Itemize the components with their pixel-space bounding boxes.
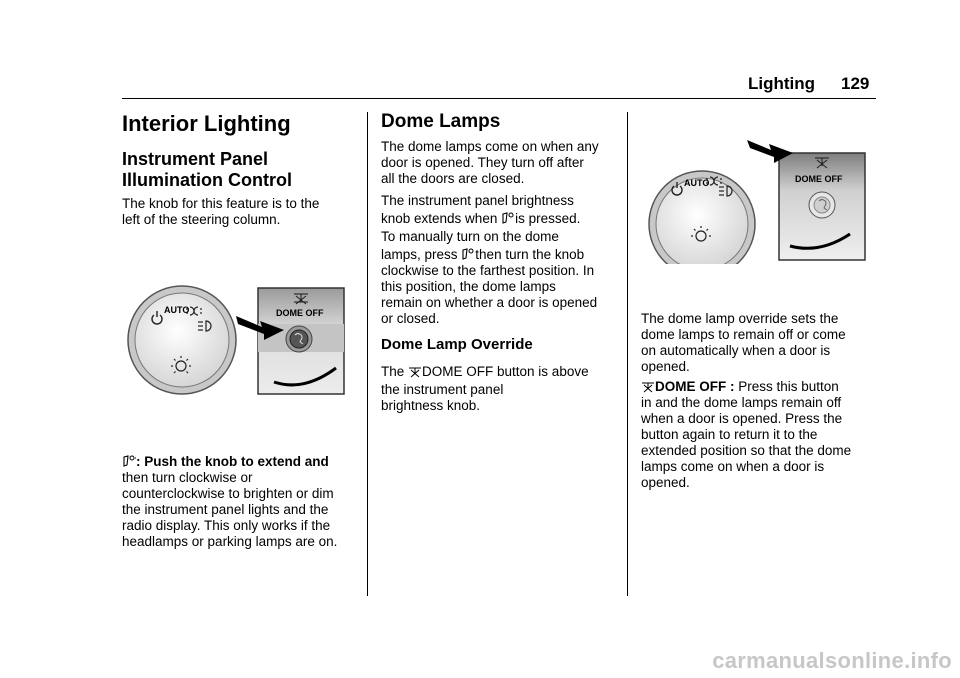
subsection-title: Instrument Panel Illumination Control — [122, 149, 292, 190]
svg-text:DOME OFF: DOME OFF — [795, 174, 843, 184]
svg-text:DOME OFF: DOME OFF — [276, 308, 324, 318]
column-divider-1 — [367, 112, 368, 596]
dome-lamp-override-title: Dome Lamp Override — [381, 336, 533, 353]
svg-text:AUTO: AUTO — [684, 178, 710, 188]
instrument-light-icon — [461, 247, 475, 261]
instrument-light-icon — [501, 211, 515, 225]
svg-text:AUTO: AUTO — [164, 305, 190, 315]
column-divider-2 — [627, 112, 628, 596]
dome-off-definition: DOME OFF : Press this button in and the dome lamps remain off when a door is opened. Press the button again to return it to the extended position so that the dome lamps come on when a door is opened. — [641, 379, 852, 490]
dome-lamps-paragraph-3: To manually turn on the dome lamps, press then turn the knob clockwise to the farthest position. In this position, the dome lamps remain on whether a door is opened or closed. — [381, 229, 598, 326]
dome-override-description: The dome lamp override sets the dome lamps to remain off or come on automatically when a door is opened. — [641, 311, 846, 374]
dome-off-button-figure — [647, 140, 869, 264]
dome-off-icon — [408, 366, 422, 378]
dome-lamps-paragraph-2: The instrument panel brightness knob extends when is pressed. — [381, 193, 581, 226]
header-rule — [122, 98, 876, 99]
page-number: 129 — [841, 74, 870, 93]
dome-lamps-title: Dome Lamps — [381, 111, 501, 132]
dome-off-icon — [641, 381, 655, 393]
intro-paragraph: The knob for this feature is to the left of the steering column. — [122, 196, 320, 227]
section-title: Interior Lighting — [122, 111, 291, 136]
dome-lamps-paragraph-1: The dome lamps come on when any door is opened. They turn off after all the doors are closed. — [381, 139, 599, 186]
watermark: carmanualsonline.info — [712, 648, 952, 673]
running-header-section: Lighting — [748, 74, 816, 93]
brightness-knob-figure — [124, 282, 348, 400]
knob-description: : Push the knob to extend and then turn clockwise or counterclockwise to brighten or dim the instrument panel lights and the radio display. This only works if the headlamps or parking lamps are on. — [122, 454, 338, 549]
instrument-light-icon — [122, 454, 136, 468]
dome-lamp-override-paragraph: The DOME OFF button is above the instrument panel brightness knob. — [381, 364, 589, 413]
